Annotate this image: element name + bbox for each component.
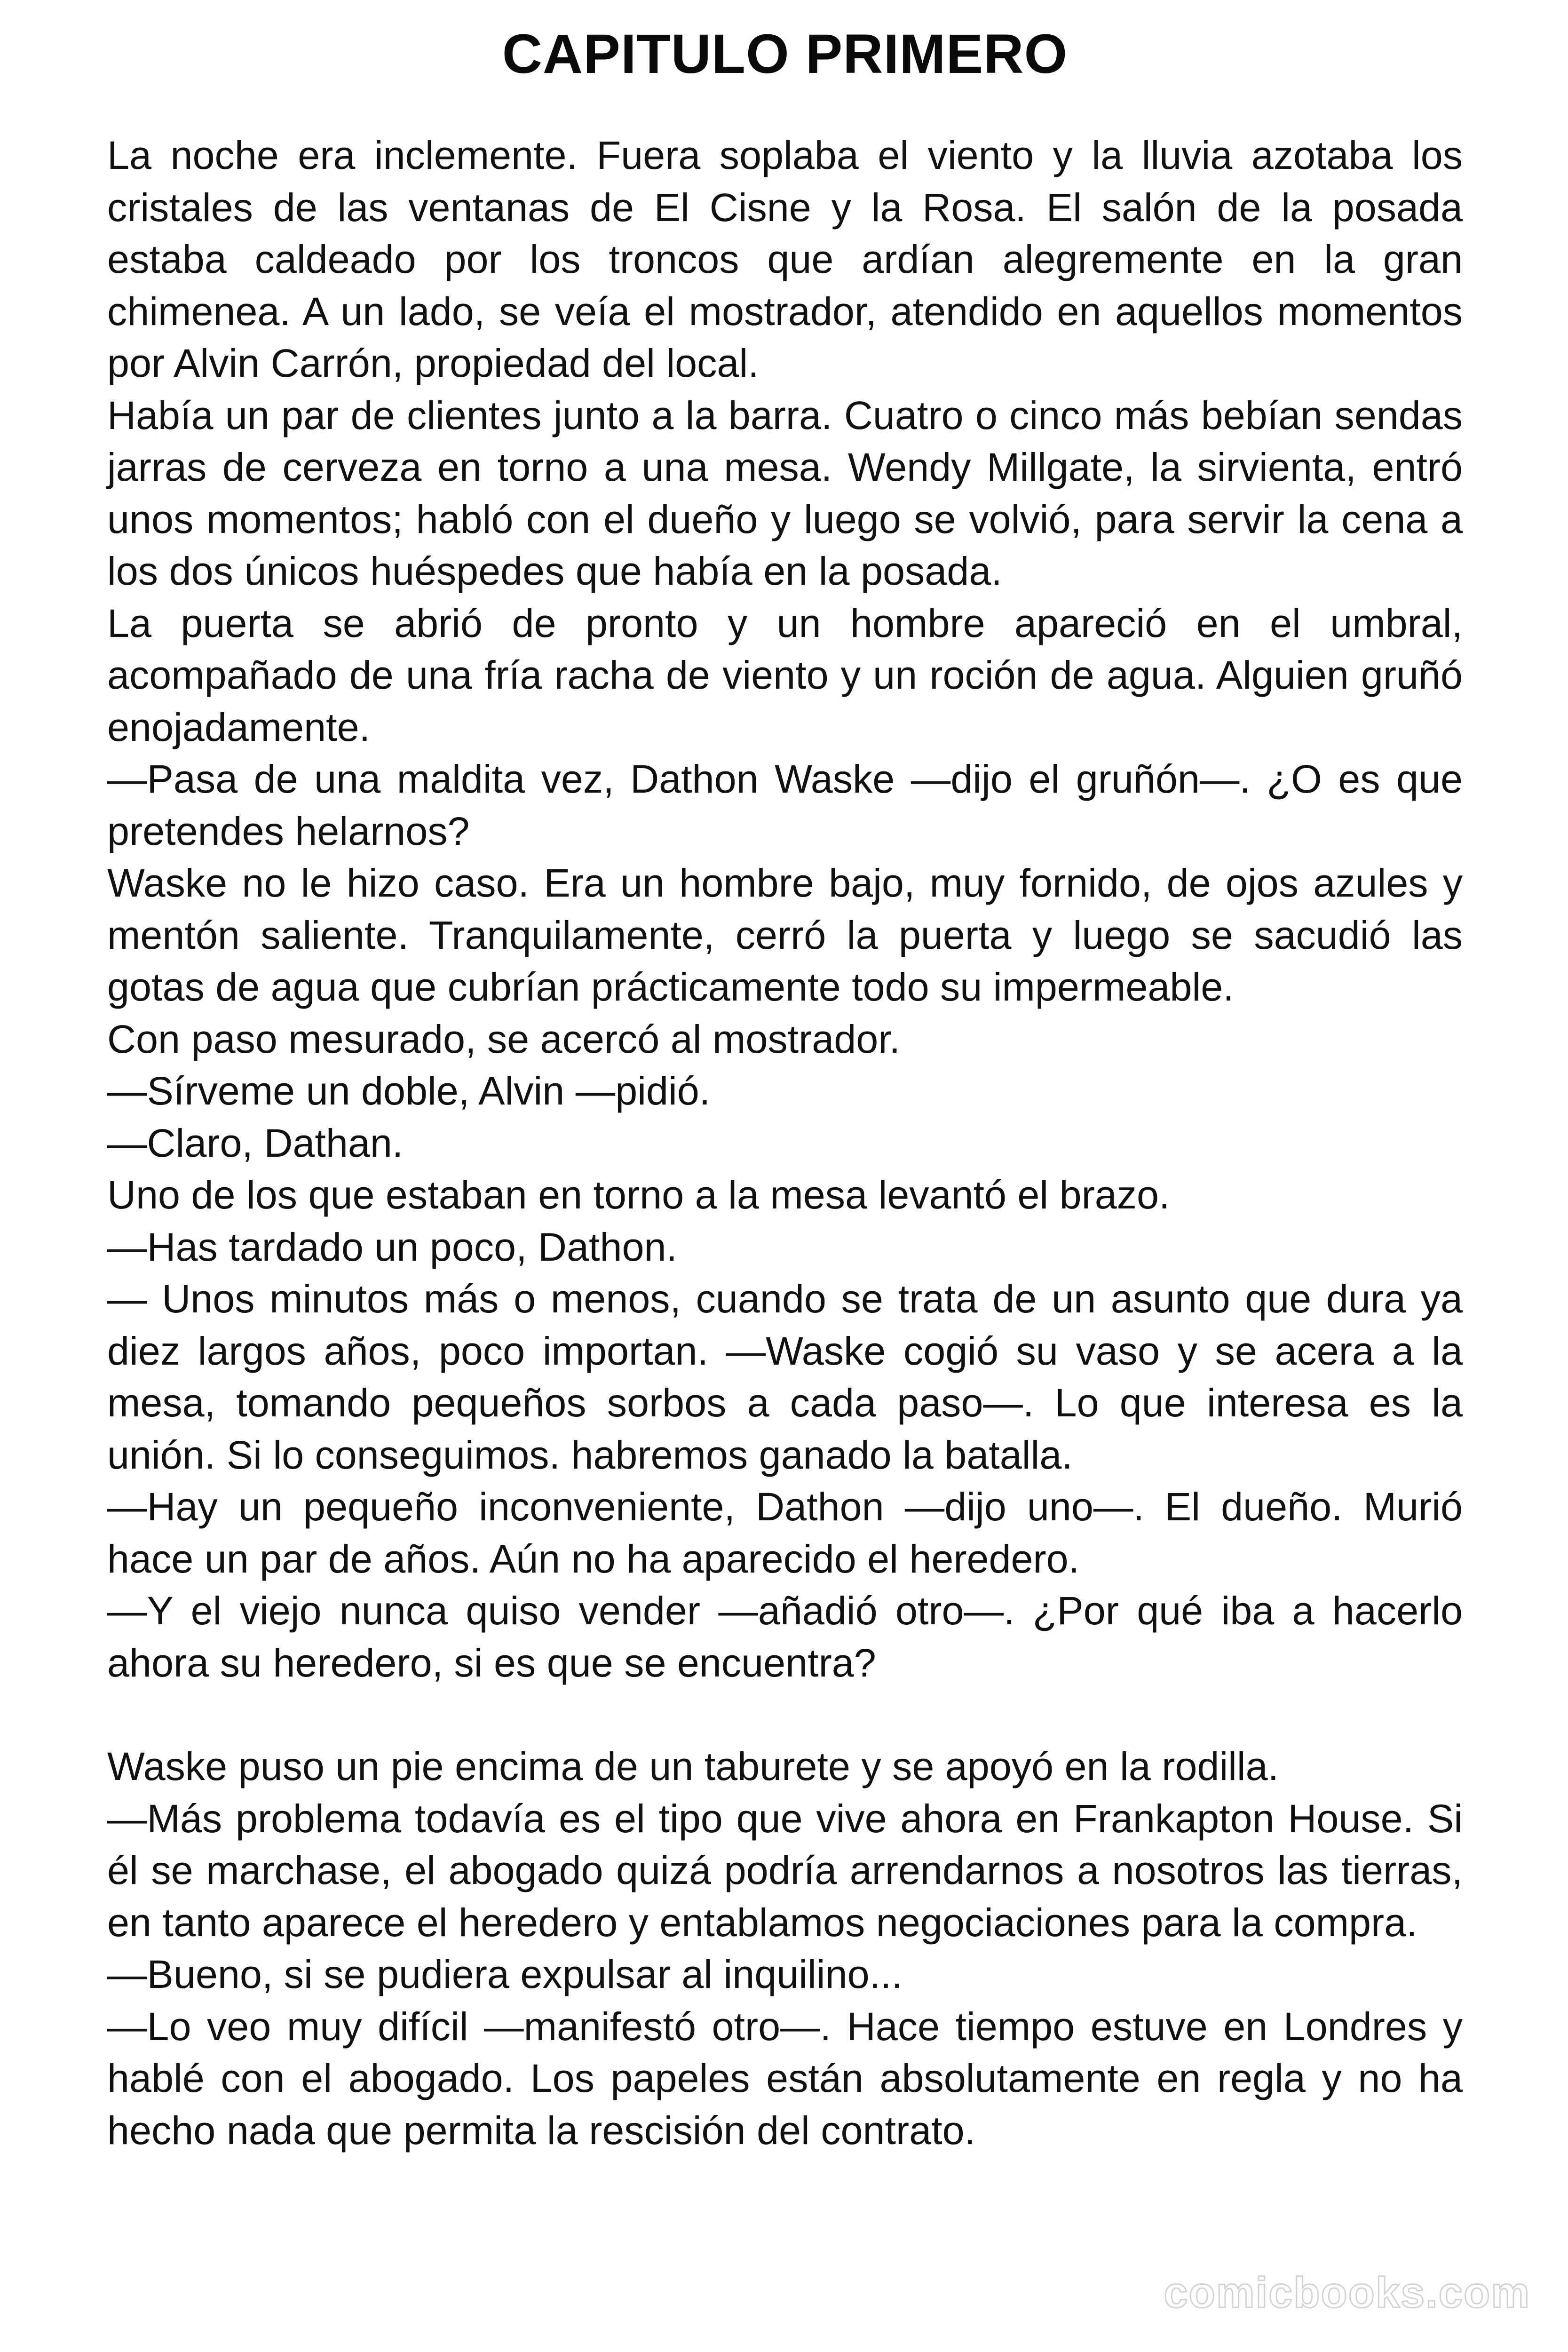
body-text <box>107 129 1463 2156</box>
dialogue-line: — Unos minutos más o menos, cuando se trata de un asunto que dura ya diez largos años, poco importan. —Waske cogió su vaso y se acera a la mesa, tomando pequeños sorbos a cada paso—. Lo que interesa es la unión. Si lo conseguimos. habremos ganado la batalla. <box>107 1277 1463 1477</box>
dialogue-line: —Bueno, si se pudiera expulsar al inquilino... <box>107 1952 903 1996</box>
chapter-title: CAPITULO PRIMERO <box>502 23 1068 85</box>
paragraph: Uno de los que estaban en torno a la mesa levantó el brazo. <box>107 1173 1170 1217</box>
paragraph: Waske puso un pie encima de un taburete y se apoyó en la rodilla. <box>107 1744 1279 1788</box>
document-page <box>107 14 1463 2156</box>
dialogue-line: —Lo veo muy difícil —manifestó otro—. Hace tiempo estuve en Londres y hablé con el abogado. Los papeles están absolutamente en regla y no ha hecho nada que permita la rescisión del contrato. <box>107 2004 1463 2153</box>
dialogue-line: —Más problema todavía es el tipo que vive ahora en Frankapton House. Si él se marchase, el abogado quizá podría arrendarnos a nosotros las tierras, en tanto aparece el heredero y entablamos negociaciones para la compra. <box>107 1796 1463 1945</box>
dialogue-line: —Hay un pequeño inconveniente, Dathon —dijo uno—. El dueño. Murió hace un par de años. Aún no ha aparecido el heredero. <box>107 1485 1463 1581</box>
paragraph: La puerta se abrió de pronto y un hombre apareció en el umbral, acompañado de una fría racha de viento y un roción de agua. Alguien gruñó enojadamente. <box>107 601 1463 749</box>
dialogue-line: —Has tardado un poco, Dathon. <box>107 1224 677 1269</box>
dialogue-line: —Y el viejo nunca quiso vender —añadió otro—. ¿Por qué iba a hacerlo ahora su heredero, si es que se encuentra? <box>107 1589 1463 1685</box>
paragraph: Había un par de clientes junto a la barra. Cuatro o cinco más bebían sendas jarras de cerveza en torno a una mesa. Wendy Millgate, la sirvienta, entró unos momentos; habló con el dueño y luego se volvió, para servir la cena a los dos únicos huéspedes que había en la posada. <box>107 393 1463 593</box>
paragraph: La noche era inclemente. Fuera soplaba el viento y la lluvia azotaba los cristales de las ventanas de El Cisne y la Rosa. El salón de la posada estaba caldeado por los troncos que ardían alegremente en la gran chimenea. A un lado, se veía el mostrador, atendido en aquellos momentos por Alvin Carrón, propiedad del local. <box>107 133 1463 385</box>
site-watermark: comicbooks.com <box>1164 2269 1530 2317</box>
dialogue-line: —Pasa de una maldita vez, Dathon Waske —dijo el gruñón—. ¿O es que pretendes helarnos? <box>107 757 1463 853</box>
paragraph: Waske no le hizo caso. Era un hombre bajo, muy fornido, de ojos azules y mentón saliente. Tranquilamente, cerró la puerta y luego se sacudió las gotas de agua que cubrían prácticamente todo su impermeable. <box>107 861 1463 1009</box>
dialogue-line: —Sírveme un doble, Alvin —pidió. <box>107 1069 711 1113</box>
paragraph: Con paso mesurado, se acercó al mostrador. <box>107 1017 901 1061</box>
dialogue-line: —Claro, Dathan. <box>107 1120 404 1165</box>
